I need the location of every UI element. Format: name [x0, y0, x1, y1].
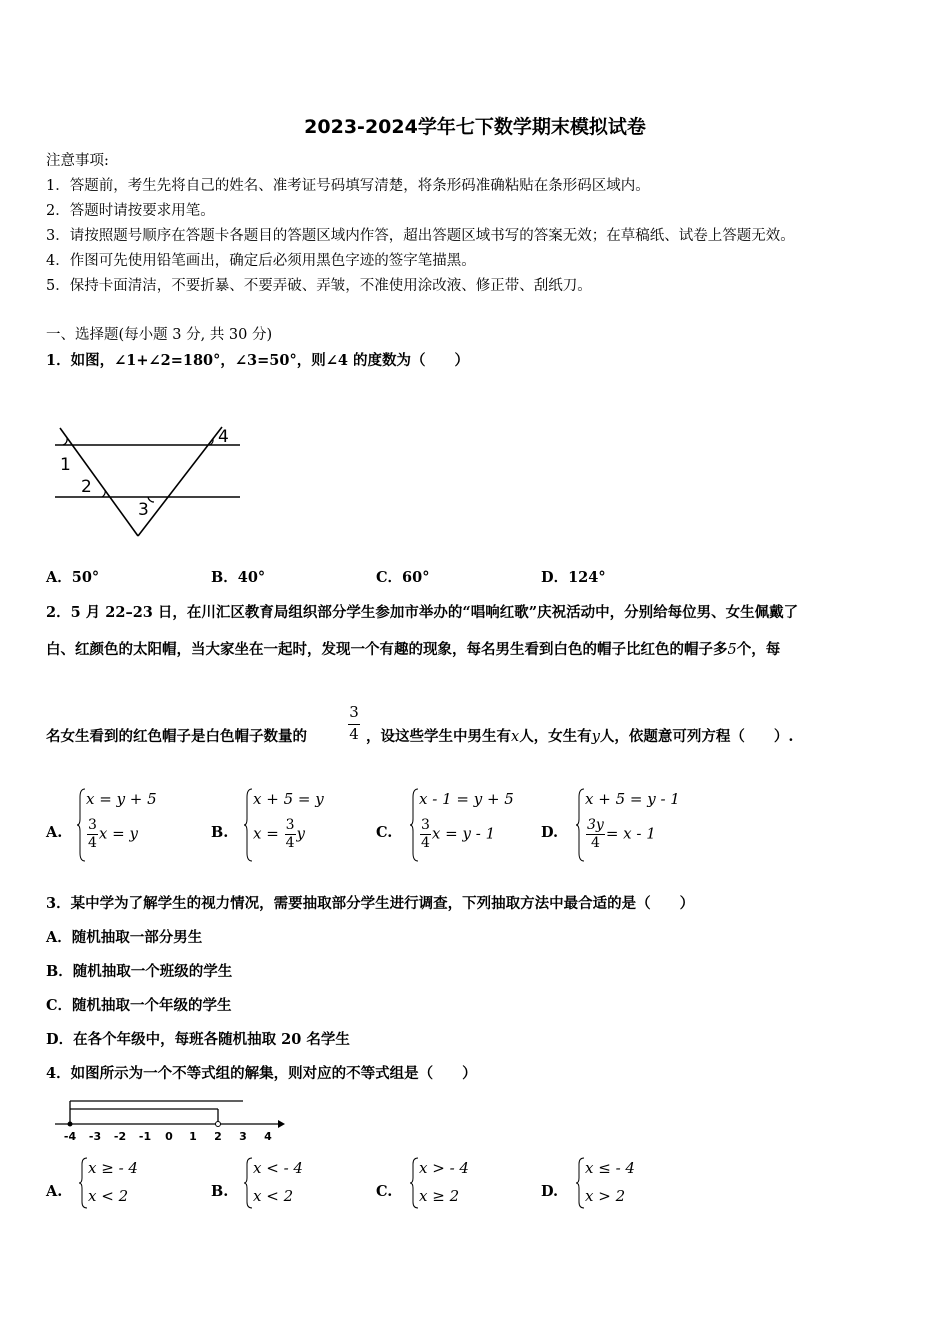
open-point — [216, 1122, 221, 1127]
q2-option-a-label[interactable]: A. — [46, 824, 63, 841]
q2-option-d-label[interactable]: D. — [541, 824, 559, 841]
q2-var-x: x — [511, 729, 520, 745]
brace-icon — [78, 1156, 88, 1210]
q2-line-3 — [46, 727, 307, 747]
brace-icon — [76, 787, 86, 863]
q4-option-c-system[interactable] — [409, 1156, 519, 1212]
system-row: x < - 4 — [253, 1159, 303, 1177]
q2-number-five: 5 — [727, 642, 737, 658]
q1-option-d[interactable]: D．124° — [541, 569, 606, 586]
q1-option-c[interactable]: C．60° — [376, 569, 430, 586]
note-item: 3．请按照题号顺序在答题卡各题目的答题区域内作答，超出答题区域书写的答案无效；在草稿纸、试卷上答题无效。 — [46, 228, 795, 244]
tick-label: -3 — [88, 1130, 102, 1143]
system-row: x ≤ - 4 — [585, 1159, 635, 1177]
q2-line-2 — [46, 640, 780, 660]
q3-option-d[interactable]: D．在各个年级中，每班各随机抽取 20 名学生 — [46, 1031, 350, 1048]
tick-label: 4 — [264, 1130, 272, 1143]
q3-option-b[interactable]: B．随机抽取一个班级的学生 — [46, 963, 233, 980]
notes-heading: 注意事项: — [46, 153, 109, 169]
tick-label: -4 — [63, 1130, 77, 1143]
q3-option-c[interactable]: C．随机抽取一个年级的学生 — [46, 997, 232, 1014]
q2-line-2a: 白、红颜色的太阳帽，当大家坐在一起时，发现一个有趣的现象，每名男生看到白色的帽子比红色的帽子多 — [46, 641, 728, 658]
note-item: 1．答题前，考生先将自己的姓名、准考证号码填写清楚，将条形码准确粘贴在条形码区域内。 — [46, 178, 650, 194]
system-row: x = $\frac{3}{4}$ y — [253, 817, 305, 851]
q2-frac-num: 3 — [349, 703, 359, 721]
q2-var-y: y — [591, 729, 600, 745]
q4-option-b-label[interactable]: B. — [211, 1183, 229, 1200]
system-row: x - 1 = y + 5 — [419, 790, 514, 808]
brace-icon — [409, 1156, 419, 1210]
tick-label: 0 — [165, 1130, 173, 1143]
q3-option-a[interactable]: A．随机抽取一部分男生 — [46, 929, 203, 946]
system-row: x < 2 — [88, 1187, 129, 1205]
q2-option-d-system[interactable] — [575, 787, 705, 867]
system-row: $\frac{3}{4}$ x = y — [88, 817, 138, 851]
system-row: x > - 4 — [419, 1159, 469, 1177]
angle-label-3: 3 — [138, 500, 149, 520]
brace-icon — [243, 1156, 253, 1210]
page-title: 2023-2024学年七下数学期末模拟试卷 — [304, 116, 646, 138]
q1-option-b[interactable]: B．40° — [211, 569, 266, 586]
q3-stem: 3．某中学为了解学生的视力情况，需要抽取部分学生进行调查，下列抽取方法中最合适的是（ ） — [46, 895, 695, 912]
q2-line-3b: ，设这些学生中男生有 — [366, 728, 511, 745]
brace-icon — [243, 787, 253, 863]
q1-option-a[interactable]: A．50° — [46, 569, 100, 586]
brace-icon — [575, 787, 585, 863]
system-row: x > 2 — [585, 1187, 626, 1205]
q1-stem: 1．如图，∠1+∠2=180°，∠3=50°，则∠4 的度数为（ ） — [46, 352, 469, 369]
q2-option-b-label[interactable]: B. — [211, 824, 229, 841]
angle-label-4: 4 — [218, 427, 229, 447]
system-row: $\frac{3y}{4}$ = x - 1 — [587, 817, 656, 851]
brace-icon — [409, 787, 419, 863]
angle-label-1: 1 — [60, 455, 71, 475]
q1-figure — [50, 422, 250, 542]
q2-line-3c: 人，女生有 — [519, 728, 592, 745]
q4-number-line — [50, 1096, 290, 1146]
tick-label: -1 — [138, 1130, 152, 1143]
system-row: x + 5 = y - 1 — [585, 790, 680, 808]
tick-label: 1 — [189, 1130, 197, 1143]
system-row: $\frac{3}{4}$ x = y - 1 — [421, 817, 496, 851]
system-row: x < 2 — [253, 1187, 294, 1205]
closed-point — [68, 1122, 73, 1127]
q4-option-c-label[interactable]: C. — [376, 1183, 393, 1200]
transversal-right — [138, 427, 222, 536]
note-item: 2．答题时请按要求用笔。 — [46, 203, 215, 219]
angle-label-2: 2 — [81, 477, 92, 497]
brace-icon — [575, 1156, 585, 1210]
tick-label: 2 — [214, 1130, 222, 1143]
system-row: x + 5 = y — [253, 790, 324, 808]
axis-arrow-icon — [278, 1120, 285, 1128]
system-row: x ≥ 2 — [419, 1187, 460, 1205]
q4-option-a-system[interactable] — [78, 1156, 188, 1212]
q4-option-b-system[interactable] — [243, 1156, 353, 1212]
q2-line-3d: 人，依题意可列方程（ ）. — [599, 728, 794, 745]
q2-option-a-system[interactable] — [76, 787, 196, 867]
q2-option-c-system[interactable] — [409, 787, 539, 867]
q2-line-3a: 名女生看到的红色帽子是白色帽子数量的 — [46, 728, 307, 745]
tick-label: -2 — [113, 1130, 127, 1143]
q2-fraction — [348, 703, 360, 743]
q4-option-a-label[interactable]: A. — [46, 1183, 63, 1200]
q2-line-1: 2．5 月 22–23 日，在川汇区教育局组织部分学生参加市举办的“唱响红歌”庆祝活动中，分别给每位男、女生佩戴了 — [46, 604, 799, 621]
q2-frac-den: 4 — [349, 725, 359, 743]
note-item: 4．作图可先使用铅笔画出，确定后必须用黑色字迹的签字笔描黑。 — [46, 253, 476, 269]
tick-label: 3 — [239, 1130, 247, 1143]
q2-option-c-label[interactable]: C. — [376, 824, 393, 841]
note-item: 5．保持卡面清洁，不要折暴、不要弄破、弄皱，不准使用涂改液、修正带、刮纸刀。 — [46, 278, 592, 294]
system-row: x ≥ - 4 — [88, 1159, 138, 1177]
q4-option-d-system[interactable] — [575, 1156, 685, 1212]
section-heading: 一、选择题(每小题 3 分, 共 30 分) — [46, 327, 273, 343]
q4-option-d-label[interactable]: D. — [541, 1183, 559, 1200]
system-row: x = y + 5 — [86, 790, 157, 808]
q2-line-2b: 个，每 — [736, 641, 781, 658]
q2-option-b-system[interactable] — [243, 787, 363, 867]
q4-stem: 4．如图所示为一个不等式组的解集，则对应的不等式组是（ ） — [46, 1065, 477, 1082]
q2-line-3-rest — [366, 727, 793, 747]
